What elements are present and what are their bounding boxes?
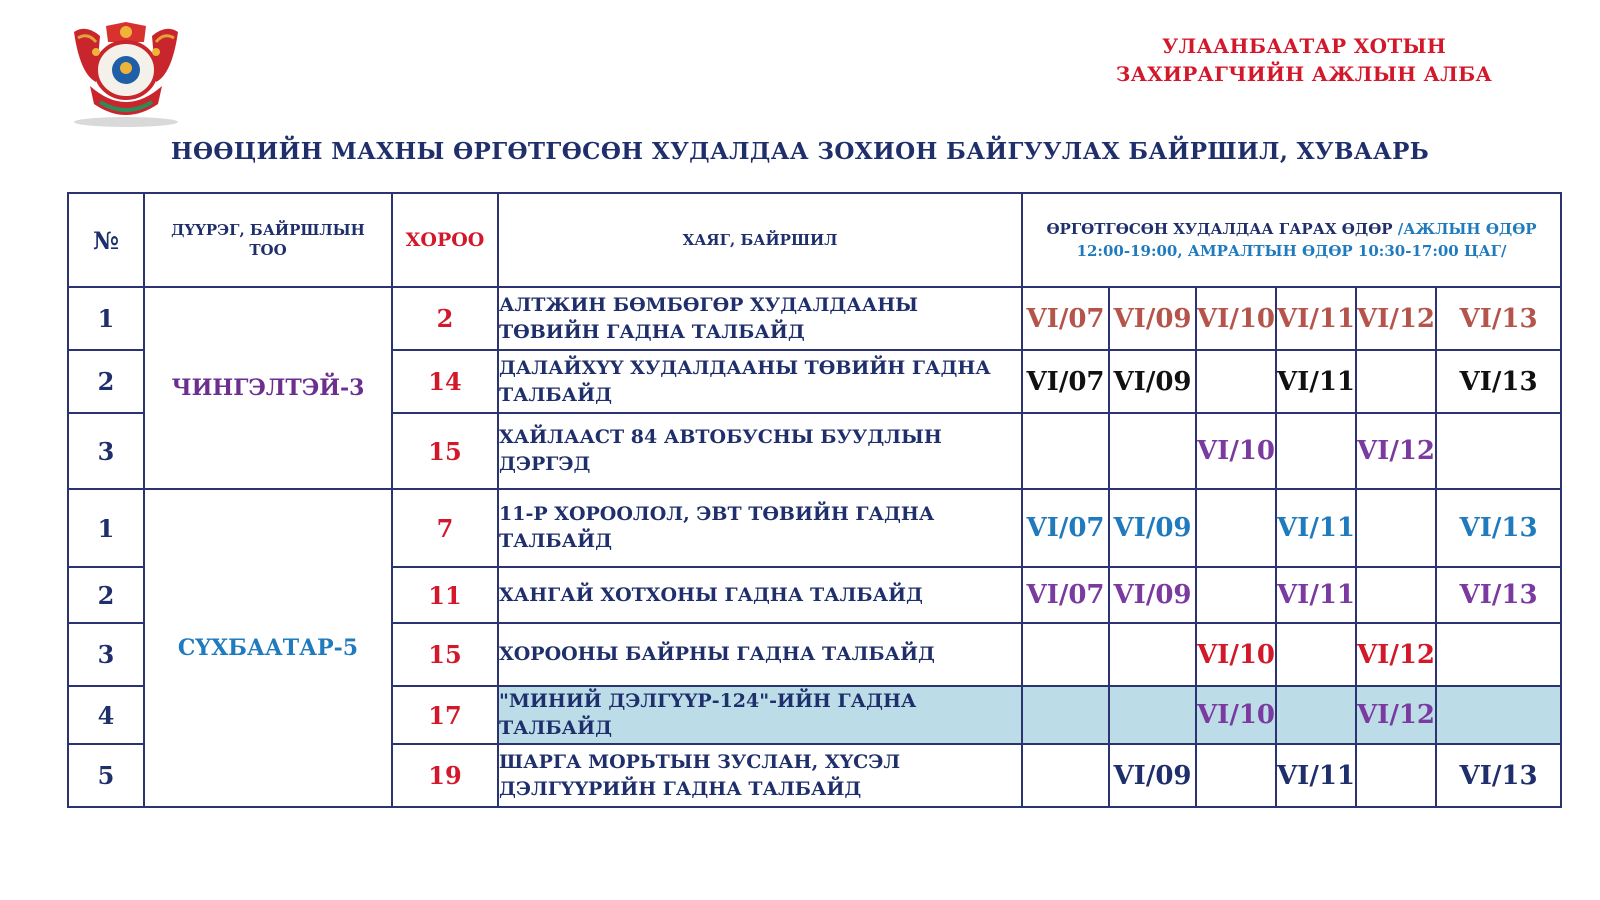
sale-day-cell: VI/09 [1109,350,1196,413]
table-row [68,489,1561,567]
sale-day-cell [1022,744,1109,807]
sale-day-cell [1276,623,1356,686]
sale-day-cell: VI/11 [1276,489,1356,567]
sale-day-cell: VI/13 [1436,567,1561,623]
sale-day-cell: VI/11 [1276,287,1356,350]
sale-day-cell [1436,623,1561,686]
sale-day-cell: VI/09 [1109,744,1196,807]
sale-day-cell: VI/09 [1109,287,1196,350]
address-cell: ШАРГА МОРЬТЫН ЗУСЛАН, ХҮСЭЛ ДЭЛГҮҮРИЙН ГАДНА ТАЛБАЙД [498,744,1022,807]
khoroo-number: 14 [392,350,498,413]
schedule-table [67,192,1562,808]
organization-name [1094,32,1514,88]
khoroo-number: 15 [392,413,498,489]
row-number: 3 [68,413,144,489]
column-header-number: № [68,193,144,287]
sale-day-cell: VI/12 [1356,413,1436,489]
organization-line-1: УЛААНБААТАР ХОТЫН [1161,34,1447,58]
address-cell: ХАЙЛААСТ 84 АВТОБУСНЫ БУУДЛЫН ДЭРГЭД [498,413,1022,489]
column-header-address: ХАЯГ, БАЙРШИЛ [498,193,1022,287]
sale-day-cell: VI/10 [1196,623,1276,686]
schedule-table-body [68,287,1561,807]
column-header-sale-days [1022,193,1561,287]
sale-day-cell [1109,623,1196,686]
row-number: 1 [68,287,144,350]
column-header-khoroo: ХОРОО [392,193,498,287]
sale-day-cell [1022,686,1109,744]
sale-day-cell [1356,744,1436,807]
sale-day-cell [1276,686,1356,744]
khoroo-number: 15 [392,623,498,686]
sale-day-cell: VI/09 [1109,567,1196,623]
sale-day-cell [1436,686,1561,744]
sale-day-cell: VI/11 [1276,744,1356,807]
column-header-district [144,193,392,287]
sale-day-cell [1196,567,1276,623]
sale-day-cell [1022,413,1109,489]
sale-day-cell: VI/13 [1436,350,1561,413]
address-cell: 11-Р ХОРООЛОЛ, ЭВТ ТӨВИЙН ГАДНА ТАЛБАЙД [498,489,1022,567]
column-header-sale-hours: /АЖЛЫН ӨДӨР 12:00-19:00, АМРАЛТЫН ӨДӨР 10:30-17:00 ЦАГ/ [1076,220,1537,260]
column-header-sale-days-title: ӨРГӨТГӨСӨН ХУДАЛДАА ГАРАХ ӨДӨР [1046,220,1398,238]
khoroo-number: 19 [392,744,498,807]
table-row [68,287,1561,350]
khoroo-number: 17 [392,686,498,744]
document-title: НӨӨЦИЙН МАХНЫ ӨРГӨТГӨСӨН ХУДАЛДАА ЗОХИОН БАЙГУУЛАХ БАЙРШИЛ, ХУВААРЬ [170,138,1430,165]
sale-day-cell: VI/07 [1022,350,1109,413]
sale-day-cell: VI/11 [1276,350,1356,413]
address-cell: АЛТЖИН БӨМБӨГӨР ХУДАЛДААНЫ ТӨВИЙН ГАДНА ТАЛБАЙД [498,287,1022,350]
sale-day-cell: VI/07 [1022,567,1109,623]
sale-day-cell: VI/13 [1436,489,1561,567]
address-cell: ДАЛАЙХҮҮ ХУДАЛДААНЫ ТӨВИЙН ГАДНА ТАЛБАЙД [498,350,1022,413]
row-number: 4 [68,686,144,744]
sale-day-cell [1109,686,1196,744]
sale-day-cell [1022,623,1109,686]
row-number: 5 [68,744,144,807]
sale-day-cell [1356,350,1436,413]
sale-day-cell [1196,744,1276,807]
row-number: 1 [68,489,144,567]
column-header-district-line-2: ТОО [249,241,287,259]
sale-day-cell [1436,413,1561,489]
khoroo-number: 11 [392,567,498,623]
sale-day-cell: VI/09 [1109,489,1196,567]
sale-day-cell: VI/12 [1356,686,1436,744]
sale-day-cell [1196,350,1276,413]
state-emblem [66,22,190,128]
sale-day-cell: VI/11 [1276,567,1356,623]
row-number: 2 [68,350,144,413]
sale-day-cell [1356,567,1436,623]
column-header-district-line-1: ДҮҮРЭГ, БАЙРШЛЫН [171,221,365,239]
sale-day-cell: VI/13 [1436,744,1561,807]
address-cell: "МИНИЙ ДЭЛГҮҮР-124"-ИЙН ГАДНА ТАЛБАЙД [498,686,1022,744]
address-cell: ХАНГАЙ ХОТХОНЫ ГАДНА ТАЛБАЙД [498,567,1022,623]
sale-day-cell [1276,413,1356,489]
sale-day-cell [1196,489,1276,567]
organization-line-2: ЗАХИРАГЧИЙН АЖЛЫН АЛБА [1115,62,1493,86]
sale-day-cell: VI/12 [1356,287,1436,350]
row-number: 3 [68,623,144,686]
sale-day-cell: VI/10 [1196,413,1276,489]
khoroo-number: 2 [392,287,498,350]
khoroo-number: 7 [392,489,498,567]
sale-day-cell: VI/13 [1436,287,1561,350]
address-cell: ХОРООНЫ БАЙРНЫ ГАДНА ТАЛБАЙД [498,623,1022,686]
sale-day-cell: VI/10 [1196,686,1276,744]
sale-day-cell [1109,413,1196,489]
district-name: СҮХБААТАР-5 [144,489,392,807]
district-name: ЧИНГЭЛТЭЙ-3 [144,287,392,489]
sale-day-cell: VI/12 [1356,623,1436,686]
table-header-row [68,193,1561,287]
sale-day-cell: VI/07 [1022,287,1109,350]
sale-day-cell [1356,489,1436,567]
sale-day-cell: VI/07 [1022,489,1109,567]
sale-day-cell: VI/10 [1196,287,1276,350]
row-number: 2 [68,567,144,623]
